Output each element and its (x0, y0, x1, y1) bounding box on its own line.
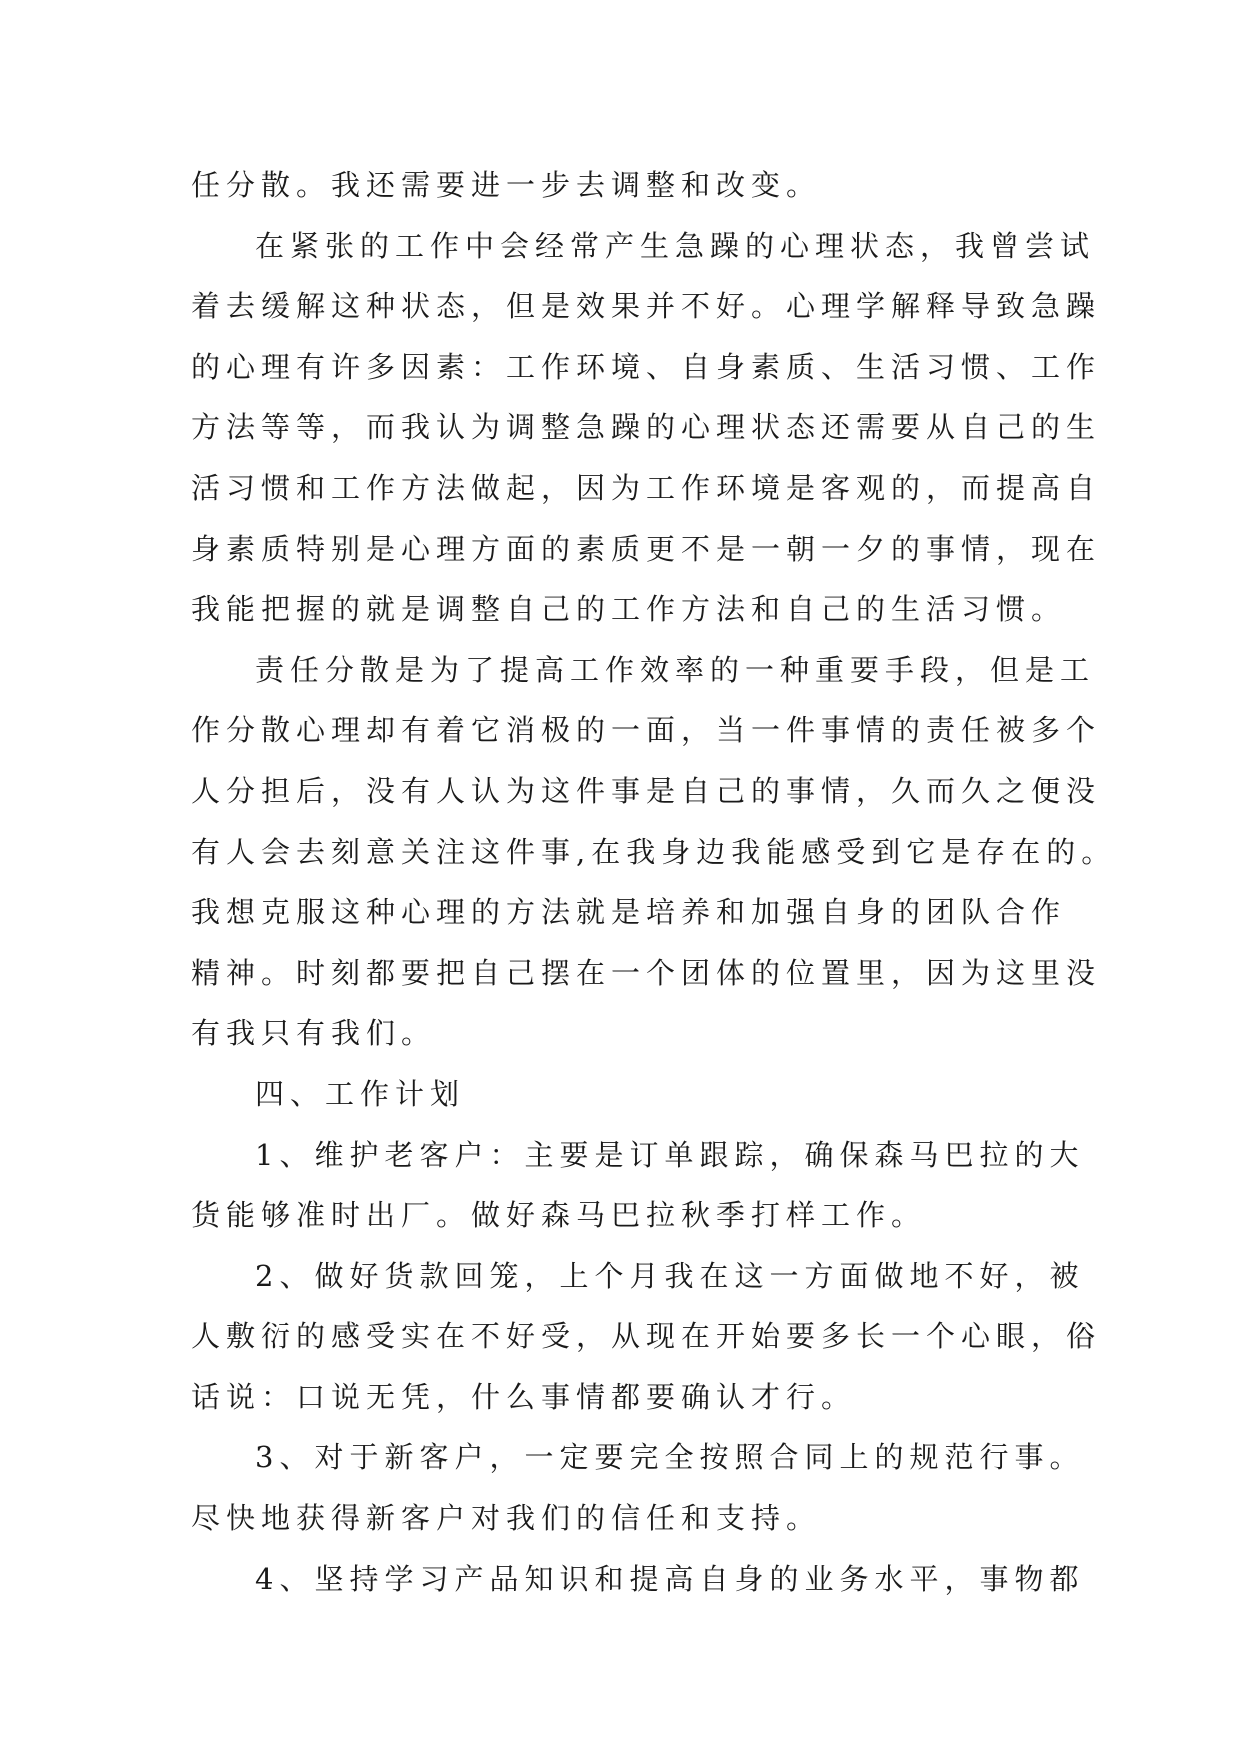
paragraph-1 (191, 155, 1051, 216)
text-line: 方法等等，而我认为调整急躁的心理状态还需要从自己的生 (191, 410, 1102, 445)
plan-item-3 (191, 1427, 1085, 1548)
heading-work-plan: 四、工作计划 (255, 1076, 466, 1111)
text-line: 人分担后，没有人认为这件事是自己的事情，久而久之便没 (191, 773, 1102, 808)
text-line: 3、对于新客户，一定要完全按照合同上的规范行事。 (255, 1440, 1085, 1475)
section-heading (191, 1064, 1051, 1125)
text-line: 责任分散是为了提高工作效率的一种重要手段，但是工 (255, 652, 1096, 687)
plan-item-4 (191, 1549, 1085, 1610)
text-line: 2、做好货款回笼，上个月我在这一方面做地不好，被 (255, 1258, 1085, 1293)
text-line: 1、维护老客户：主要是订单跟踪，确保森马巴拉的大 (255, 1137, 1085, 1172)
text-line: 尽快地获得新客户对我们的信任和支持。 (191, 1501, 822, 1536)
text-line: 货能够准时出厂。做好森马巴拉秋季打样工作。 (191, 1198, 927, 1233)
text-line: 话说：口说无凭，什么事情都要确认才行。 (191, 1379, 857, 1414)
text-line: 任分散。我还需要进一步去调整和改变。 (191, 168, 822, 202)
text-line: 在紧张的工作中会经常产生急躁的心理状态，我曾尝试 (255, 228, 1096, 263)
text-line: 的心理有许多因素：工作环境、自身素质、生活习惯、工作 (191, 349, 1102, 384)
text-line: 有我只有我们。 (191, 1016, 437, 1051)
text-line: 着去缓解这种状态，但是效果并不好。心理学解释导致急躁 (191, 289, 1102, 324)
plan-item-2 (191, 1246, 1102, 1428)
text-line: 精神。时刻都要把自己摆在一个团体的位置里，因为这里没 (191, 955, 1102, 990)
text-line: 人敷衍的感受实在不好受，从现在开始要多长一个心眼，俗 (191, 1319, 1102, 1354)
plan-item-1 (191, 1125, 1085, 1246)
text-line: 作分散心理却有着它消极的一面，当一件事情的责任被多个 (191, 713, 1102, 748)
text-line: 活习惯和工作方法做起，因为工作环境是客观的，而提高自 (191, 470, 1102, 505)
paragraph-3 (191, 640, 1117, 1064)
text-line: 我想克服这种心理的方法就是培养和加强自身的团队合作 (191, 895, 1067, 930)
paragraph-2 (191, 216, 1102, 640)
text-line: 有人会去刻意关注这件事,在我身边我能感受到它是存在的。 (191, 834, 1117, 869)
text-line: 我能把握的就是调整自己的工作方法和自己的生活习惯。 (191, 592, 1067, 627)
document-body (191, 155, 1117, 1609)
text-line: 4、坚持学习产品知识和提高自身的业务水平，事物都 (255, 1561, 1085, 1596)
text-line: 身素质特别是心理方面的素质更不是一朝一夕的事情，现在 (191, 531, 1102, 566)
